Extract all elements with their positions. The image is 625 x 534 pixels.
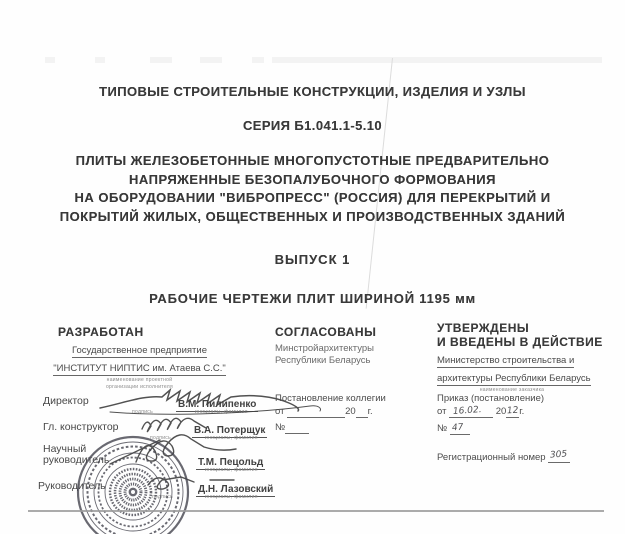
signature-role-director: Директор [43, 395, 89, 407]
approved-date-handwritten: 16.02. [452, 405, 482, 417]
agreed-heading: СОГЛАСОВАНЫ [275, 325, 377, 339]
caption-sign: подпись [150, 435, 172, 441]
developer-org [42, 340, 237, 390]
signature-name-chief-designer: В.А. Потерщук [194, 425, 266, 436]
main-title-line-3: НА ОБОРУДОВАНИИ "ВИБРОПРЕСС" (РОССИЯ) ДЛЯ ПЕРЕКРЫТИЙ И [74, 190, 551, 206]
signature-role-lead: Руководитель [38, 480, 106, 492]
approved-date-line: от 16.02. 20 12 г. [437, 405, 525, 417]
issue-label: ВЫПУСК 1 [274, 252, 351, 267]
main-title-line-1: ПЛИТЫ ЖЕЛЕЗОБЕТОННЫЕ МНОГОПУСТОТНЫЕ ПРЕДВАРИТЕЛЬНО [75, 153, 550, 168]
signature-name-lead: Д.Н. Лазовский [198, 484, 274, 495]
approved-year-blank [506, 405, 520, 418]
scan-artifact [95, 57, 105, 63]
scan-artifact [45, 57, 55, 63]
agreed-resolution-label: Постановление коллегии [275, 393, 386, 404]
developer-org-line1: Государственное предприятие [72, 345, 207, 356]
approved-heading-line1: УТВЕРЖДЕНЫ [437, 321, 530, 335]
scan-artifact [272, 57, 602, 63]
approved-year-handwritten: 12 [506, 405, 520, 417]
approved-order [437, 392, 544, 418]
agreed-org-line2: Республики Беларусь [275, 354, 371, 366]
registration-line [437, 449, 570, 463]
developed-heading: РАЗРАБОТАН [58, 325, 144, 339]
footer-divider [28, 510, 604, 512]
approved-org-caption: наименование заказчика [479, 387, 545, 393]
signature-role-science-lead: Научный руководитель [43, 443, 110, 466]
page-title: ТИПОВЫЕ СТРОИТЕЛЬНЫЕ КОНСТРУКЦИИ, ИЗДЕЛИЯ И УЗЛЫ [99, 84, 526, 99]
caption-sign: подпись [132, 409, 154, 415]
developer-org-caption2: организации исполнителя [105, 383, 174, 390]
caption-name: инициалы, фамилия [205, 494, 258, 500]
caption-name: инициалы, фамилия [195, 409, 248, 415]
registration-label: Регистрационный номер [437, 452, 546, 463]
agreed-org [275, 343, 374, 366]
caption-name: инициалы, фамилия [205, 467, 258, 473]
approved-heading-line2: И ВВЕДЕНЫ В ДЕЙСТВИЕ [437, 335, 603, 349]
main-title-line-2: НАПРЯЖЕННЫЕ БЕЗОПАЛУБОЧНОГО ФОРМОВАНИЯ [129, 171, 496, 187]
agreed-resolution [275, 392, 386, 418]
main-title-line-4: ПОКРЫТИЙ ЖИЛЫХ, ОБЩЕСТВЕННЫХ И ПРОИЗВОДСТВЕННЫХ ЗДАНИЙ [59, 208, 566, 224]
approved-order-label: Приказ (постановление) [437, 393, 545, 404]
agreed-date-blank [287, 408, 345, 418]
main-title [0, 152, 625, 226]
approved-org-line2: архитектуры Республики Беларусь [437, 373, 591, 384]
caption-sign: подпись [152, 494, 174, 500]
approved-heading [437, 321, 603, 349]
official-seal [66, 432, 200, 534]
agreed-date-line: от 20 г. [275, 406, 373, 417]
scan-artifact [150, 57, 172, 63]
agreed-number-line: № [275, 421, 309, 434]
approved-org [437, 350, 607, 394]
registration-blank [548, 449, 570, 463]
signature-name-science-lead: Т.М. Пецольд [198, 457, 264, 468]
approved-number-line: № 47 [437, 422, 470, 435]
signature-name-director: В.М. Пилипенко [178, 399, 257, 410]
developer-org-caption1: наименование проектной [106, 377, 173, 383]
caption-name: инициалы, фамилия [205, 435, 258, 441]
agreed-year-blank [356, 408, 368, 418]
signature-role-chief-designer: Гл. конструктор [43, 421, 119, 433]
subtitle: РАБОЧИЕ ЧЕРТЕЖИ ПЛИТ ШИРИНОЙ 1195 мм [149, 291, 476, 306]
agreed-org-line1: Минстройархитектуры [275, 343, 374, 354]
scan-artifact [252, 57, 264, 63]
agreed-number-blank [285, 424, 309, 434]
approved-org-line1: Министерство строительства и [437, 355, 575, 366]
series-label: СЕРИЯ Б1.041.1-5.10 [243, 118, 382, 133]
registration-number-handwritten: 305 [549, 449, 568, 461]
developer-org-line2: "ИНСТИТУТ НИПТИС им. Атаева С.С." [53, 363, 226, 374]
approved-number-handwritten: 47 [451, 422, 464, 434]
scan-artifact [200, 57, 222, 63]
